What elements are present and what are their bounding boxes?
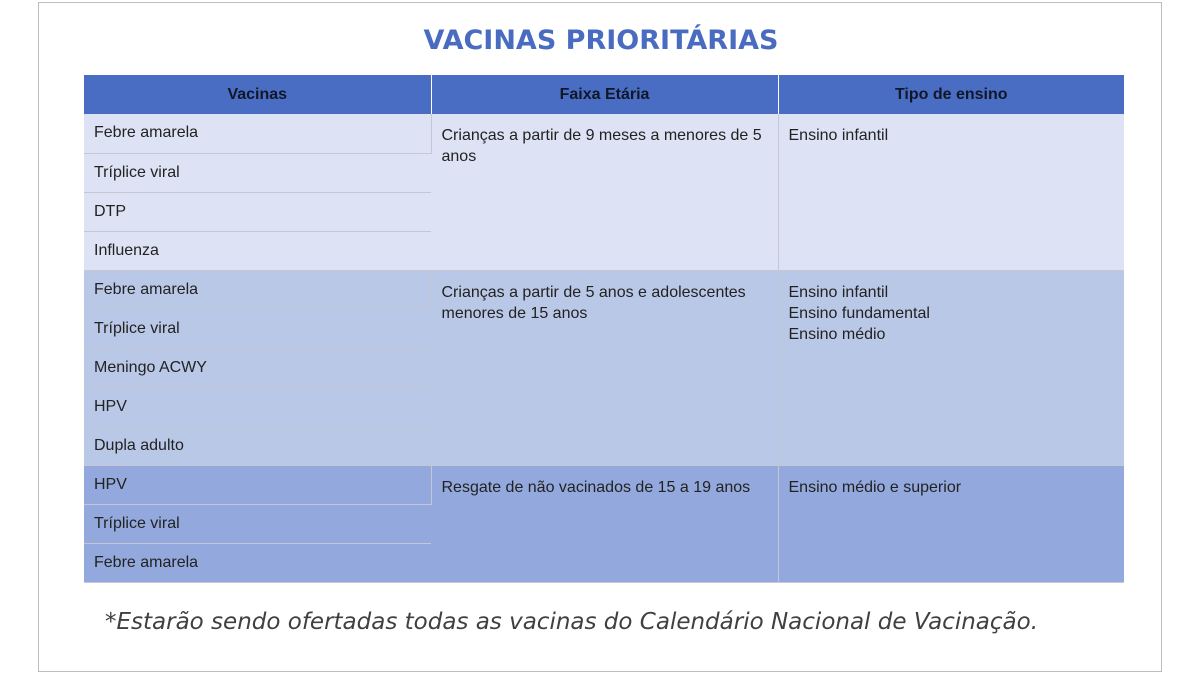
education-cell [778,465,1124,582]
age-range-cell [431,465,778,582]
header-faixa-etaria: Faixa Etária [431,75,778,114]
vaccine-cell: HPV [84,387,431,426]
vaccine-cell: Febre amarela [84,114,431,153]
vaccine-cell: Febre amarela [84,543,431,582]
vaccine-cell: Meningo ACWY [84,348,431,387]
vaccine-cell: Febre amarela [84,270,431,309]
vaccine-cell: Tríplice viral [84,504,431,543]
table-row [84,114,1124,153]
header-vacinas: Vacinas [84,75,431,114]
footnote: *Estarão sendo ofertadas todas as vacinas do Calendário Nacional de Vacinação. [105,609,1039,635]
age-range-text: Crianças a partir de 9 meses a menores de 5 anos [441,127,762,165]
slide [38,2,1162,672]
education-text: Ensino infantil [788,283,889,301]
vaccine-cell: HPV [84,465,431,504]
vaccine-cell: DTP [84,192,431,231]
age-range-text: Resgate de não vacinados de 15 a 19 anos [441,478,751,496]
table-header-row [84,75,1124,114]
education-cell [778,270,1124,465]
education-cell [778,114,1124,270]
vaccine-cell: Tríplice viral [84,309,431,348]
age-range-text: Crianças a partir de 5 anos e adolescentes menores de 15 anos [441,283,746,322]
vaccine-cell: Tríplice viral [84,153,431,192]
education-text: Ensino médio e superior [788,478,962,496]
education-text: Ensino infantil [788,127,889,144]
vaccines-table [84,75,1124,583]
table-row [84,270,1124,309]
age-range-cell [431,114,778,270]
page-title: VACINAS PRIORITÁRIAS [423,25,779,56]
education-text: Ensino fundamental [788,304,930,322]
vaccine-cell: Dupla adulto [84,426,431,465]
vaccine-cell: Influenza [84,231,431,270]
education-text: Ensino médio [788,325,886,343]
age-range-cell [431,270,778,465]
table-row [84,465,1124,504]
header-tipo-de-ensino: Tipo de ensino [778,75,1124,114]
